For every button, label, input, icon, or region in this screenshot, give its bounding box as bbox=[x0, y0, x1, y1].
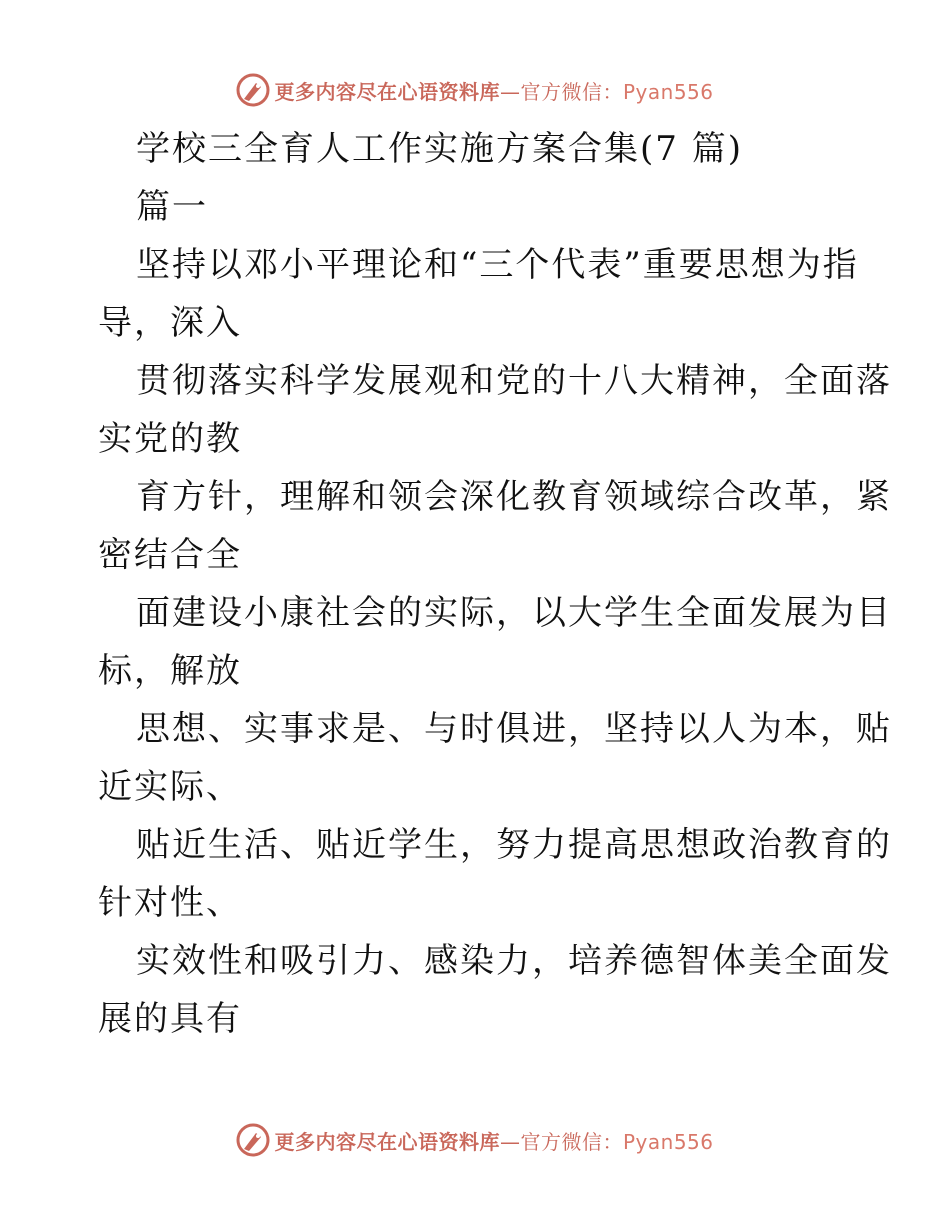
paragraph-line: 贯彻落实科学发展观和党的十八大精神，全面落 bbox=[136, 361, 892, 401]
watermark-separator: — bbox=[499, 1129, 521, 1154]
paragraph-line: 实效性和吸引力、感染力，培养德智体美全面发 bbox=[136, 941, 892, 981]
watermark-prefix: 更多内容尽在心语资料库 bbox=[274, 79, 500, 104]
document-title: 学校三全育人工作实施方案合集(7 篇) bbox=[136, 129, 743, 169]
watermark-account: Pyan556 bbox=[622, 79, 714, 104]
section-heading: 篇一 bbox=[136, 187, 208, 227]
watermark-separator: — bbox=[499, 79, 521, 104]
paragraph-line: 面建设小康社会的实际，以大学生全面发展为目 bbox=[136, 593, 892, 633]
footer-watermark bbox=[0, 1120, 950, 1160]
paragraph-line: 针对性、 bbox=[98, 883, 242, 923]
paragraph-line: 坚持以邓小平理论和“三个代表”重要思想为指 bbox=[136, 245, 859, 285]
paragraph-line: 导，深入 bbox=[98, 303, 242, 343]
pen-nib-logo-icon bbox=[236, 73, 270, 107]
paragraph-line: 标，解放 bbox=[98, 651, 242, 691]
watermark-suffix: 官方微信： bbox=[520, 1129, 623, 1154]
document-body bbox=[98, 120, 892, 1048]
watermark-account: Pyan556 bbox=[622, 1129, 714, 1154]
paragraph-line: 实党的教 bbox=[98, 419, 242, 459]
pen-nib-logo-icon bbox=[236, 1123, 270, 1157]
paragraph-line: 近实际、 bbox=[98, 767, 242, 807]
header-watermark bbox=[0, 70, 950, 110]
watermark-text bbox=[274, 1126, 713, 1155]
watermark-suffix: 官方微信： bbox=[520, 79, 623, 104]
watermark-text bbox=[274, 76, 713, 105]
paragraph-line: 育方针，理解和领会深化教育领域综合改革，紧 bbox=[136, 477, 892, 517]
paragraph-line: 展的具有 bbox=[98, 999, 242, 1039]
paragraph-line: 密结合全 bbox=[98, 535, 242, 575]
watermark-prefix: 更多内容尽在心语资料库 bbox=[274, 1129, 500, 1154]
paragraph-line: 贴近生活、贴近学生，努力提高思想政治教育的 bbox=[136, 825, 892, 865]
paragraph-line: 思想、实事求是、与时俱进，坚持以人为本，贴 bbox=[136, 709, 892, 749]
